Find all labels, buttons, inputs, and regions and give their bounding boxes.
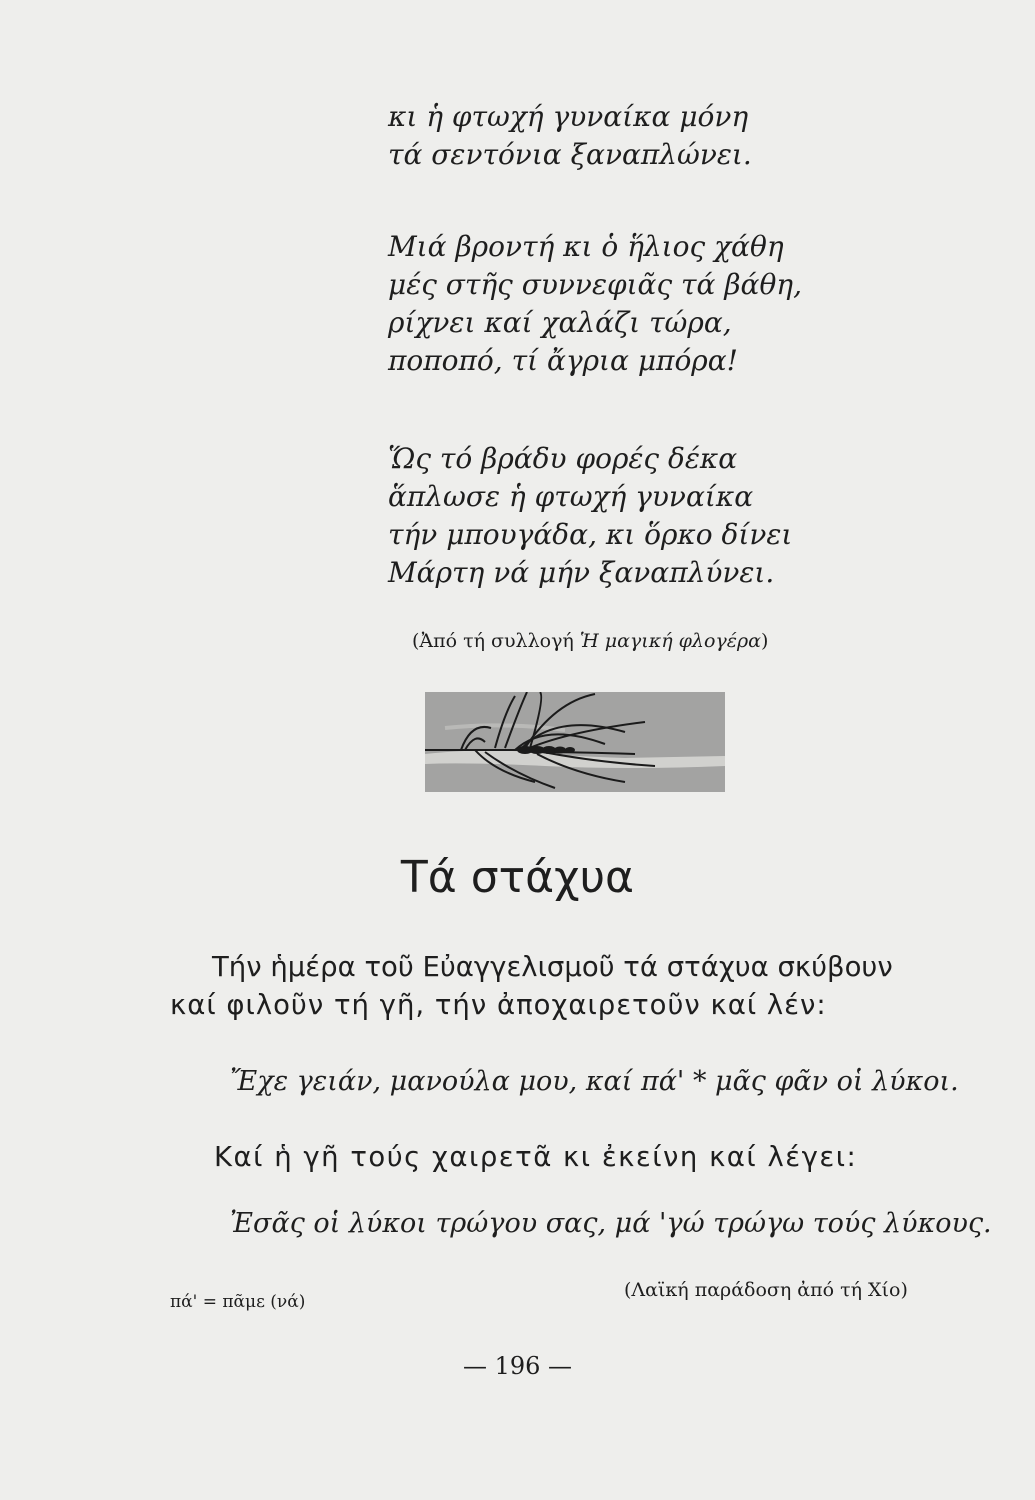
story-source: (Λαϊκή παράδοση ἀπό τή Χίο): [624, 1279, 908, 1301]
poem-source: [412, 630, 768, 652]
poem-line: τά σεντόνια ξαναπλώνει.: [388, 138, 752, 171]
poem-line: κι ἡ φτωχή γυναίκα μόνη: [388, 100, 749, 133]
poem-line: ρίχνει καί χαλάζι τώρα,: [388, 306, 732, 339]
poem-line: Ὥς τό βράδυ φορές δέκα: [388, 442, 738, 475]
poem-source-title: Ἡ μαγική φλογέρα: [579, 630, 761, 652]
poem-stanza-2: [388, 228, 802, 380]
poem-line: τήν μπουγάδα, κι ὅρκο δίνει: [388, 518, 793, 551]
story-paragraph-1-line-1: Τήν ἡμέρα τοῦ Εὐαγγελισμοῦ τά στάχυα σκύβουν: [212, 951, 893, 983]
page-number: — 196 —: [462, 1352, 573, 1380]
footnote: πά' = πᾶμε (νά): [170, 1292, 306, 1312]
poem-line: ποποπό, τί ἄγρια μπόρα!: [388, 344, 738, 377]
story-paragraph-1-line-2: καί φιλοῦν τή γῆ, τήν ἀποχαιρετοῦν καί λέν:: [170, 989, 827, 1021]
poem-stanza-3: [388, 440, 792, 592]
poem-line: Μάρτη νά μήν ξαναπλύνει.: [388, 556, 775, 589]
poem-stanza-1: [388, 98, 752, 174]
story-saying-1: Ἔχε γειάν, μανούλα μου, καί πά' * μᾶς φᾶν οἱ λύκοι.: [230, 1066, 959, 1097]
poem-line: μές στῆς συννεφιᾶς τά βάθη,: [388, 268, 802, 301]
story-title: Τά στάχυα: [400, 852, 635, 903]
poem-line: Μιά βροντή κι ὁ ἥλιος χάθη: [388, 230, 784, 263]
story-paragraph-2: Καί ἡ γῆ τούς χαιρετᾶ κι ἐκείνη καί λέγει:: [214, 1141, 858, 1173]
wheat-ear-icon: [425, 692, 725, 792]
poem-source-suffix: ): [760, 630, 769, 652]
story-saying-2: Ἐσᾶς οἱ λύκοι τρώγου σας, μά 'γώ τρώγω τούς λύκους.: [230, 1208, 992, 1239]
poem-source-prefix: (Ἀπό τή συλλογή: [412, 630, 580, 652]
poem-line: ἅπλωσε ἡ φτωχή γυναίκα: [388, 480, 754, 513]
